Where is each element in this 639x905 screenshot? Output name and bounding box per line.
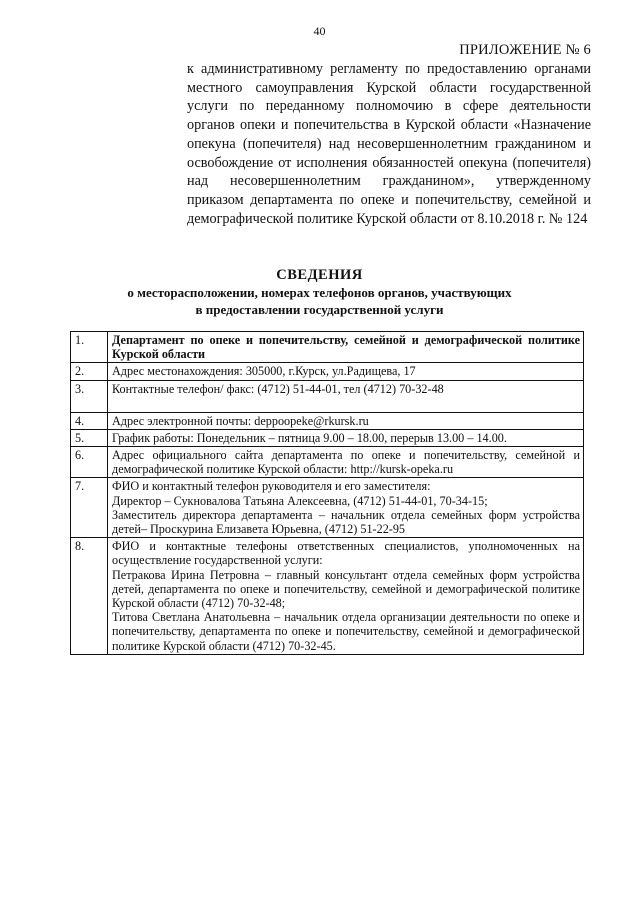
row-text: График работы: Понедельник – пятница 9.00 – 18.00, перерыв 13.00 – 14.00. (108, 429, 584, 446)
table-row (71, 429, 584, 446)
row-text-block (108, 478, 584, 538)
row-text-line: Заместитель директора департамента – начальник отдела семейных форм устройства детей– Проскурина Елизавета Юрьевна, (4712) 51-22-95 (112, 507, 580, 537)
table-row (71, 538, 584, 655)
row-text: Адрес местонахождения: 305000, г.Курск, ул.Радищева, 17 (108, 363, 584, 380)
row-text: Адрес электронной почты: deppoopeke@rkursk.ru (108, 412, 584, 429)
row-text: Департамент по опеке и попечительству, семейной и демографической политике Курской области (108, 332, 584, 363)
appendix-title: ПРИЛОЖЕНИЕ № 6 (459, 42, 591, 58)
row-text-line: Петракова Ирина Петровна – главный консультант отдела семейных форм устройства детей, департамента по опеке и попечительству, семейной и демографической политике Курской области (4712) 70-32-48; (112, 567, 580, 611)
document-subheading (0, 285, 639, 318)
subheading-line-2: в предоставлении государственной услуги (195, 301, 444, 317)
row-text-line: Директор – Сукновалова Татьяна Алексеевна, (4712) 51-44-01, 70-34-15; (112, 493, 488, 508)
row-text-line: ФИО и контактные телефоны ответственных специалистов, уполномоченных на осуществление государственной услуги: (112, 539, 580, 568)
row-text-block (108, 538, 584, 655)
table-row (71, 363, 584, 380)
row-number: 8. (71, 538, 108, 655)
row-number: 6. (71, 447, 108, 478)
row-text-line: ФИО и контактный телефон руководителя и его заместителя: (112, 479, 431, 494)
table-row (71, 447, 584, 478)
row-text: Адрес официального сайта департамента по опеке и попечительству, семейной и демографической политике Курской области: http://kursk-opeka.ru (108, 447, 584, 478)
row-text: Контактные телефон/ факс: (4712) 51-44-01, тел (4712) 70-32-48 (108, 380, 584, 412)
row-number: 3. (71, 380, 108, 412)
row-number: 2. (71, 363, 108, 380)
row-number: 1. (71, 332, 108, 363)
row-text-line: Титова Светлана Анатольевна – начальник отдела организации деятельности по опеке и попечительству, департамента по опеке и попечительству, семейной и демографической политике Курской области (4712) 70-32-45. (112, 610, 580, 653)
appendix-text: к административному регламенту по предоставлению органами местного самоуправления Курской области государственной услуги по переданному полномочию в сфере деятельности органов опеки и попечительства в Курской области «Назначение опекуна (попечителя) над несовершеннолетним гражданином и освобождение от исполнения обязанностей опекуна (попечителя) над несовершеннолетним гражданином», утвержденному приказом департамента по опеке и попечительству, семейной и демографической политике Курской области от 8.10.2018 г. № 124 (187, 61, 591, 227)
table-row (71, 380, 584, 412)
document-heading: СВЕДЕНИЯ (276, 267, 363, 283)
table-row (71, 478, 584, 538)
table-row (71, 332, 584, 363)
table-row (71, 412, 584, 429)
row-number: 5. (71, 429, 108, 446)
page-number: 40 (313, 24, 326, 38)
subheading-line-1: о месторасположении, номерах телефонов органов, участвующих (127, 285, 512, 300)
row-number: 4. (71, 412, 108, 429)
info-table (70, 331, 584, 655)
row-number: 7. (71, 478, 108, 538)
